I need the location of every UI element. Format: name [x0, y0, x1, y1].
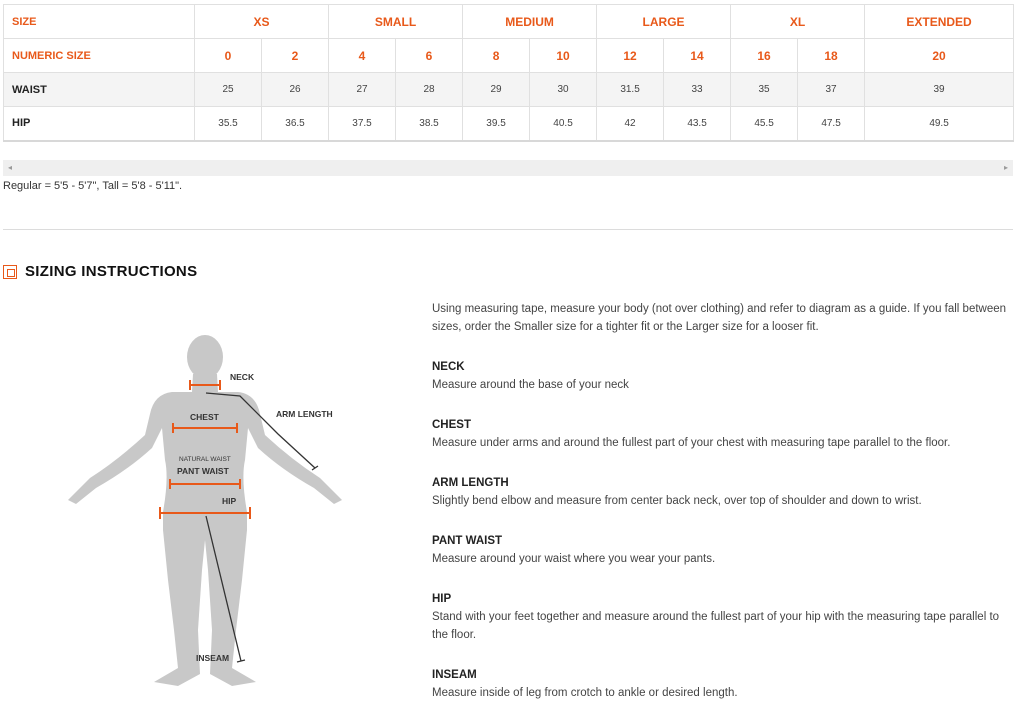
table-cell: 37	[798, 73, 865, 107]
sizing-instructions-text	[432, 300, 1014, 705]
sizing-instructions-heading	[3, 263, 197, 280]
table-cell: 39.5	[463, 107, 530, 141]
diagram-label-neck: NECK	[230, 372, 255, 382]
table-cell: 43.5	[664, 107, 731, 141]
table-cell: 49.5	[865, 107, 1014, 141]
table-cell: 38.5	[396, 107, 463, 141]
table-cell: 6	[396, 39, 463, 73]
scroll-right-arrow-icon[interactable]: ▸	[1003, 163, 1008, 172]
table-cell: 29	[463, 73, 530, 107]
hip-row	[4, 107, 1014, 141]
table-cell: 47.5	[798, 107, 865, 141]
instruction-heading: CHEST	[432, 419, 471, 431]
instruction-text: Measure under arms and around the fullest part of your chest with measuring tape parallel to the floor.	[432, 437, 951, 449]
size-header-row	[4, 5, 1014, 39]
table-cell: 35	[731, 73, 798, 107]
table-cell: 42	[597, 107, 664, 141]
diagram-label-hip: HIP	[222, 496, 237, 506]
instruction-text: Slightly bend elbow and measure from center back neck, over top of shoulder and down to wrist.	[432, 495, 922, 507]
table-cell: 27	[329, 73, 396, 107]
instruction-heading: PANT WAIST	[432, 535, 503, 547]
diagram-label-pant-waist: PANT WAIST	[177, 466, 229, 476]
size-group-small: SMALL	[329, 5, 463, 39]
ruler-icon	[3, 265, 17, 279]
instruction-text: Measure around your waist where you wear your pants.	[432, 553, 716, 565]
diagram-label-natural-waist: NATURAL WAIST	[179, 456, 231, 463]
table-cell: 12	[597, 39, 664, 73]
table-cell: 31.5	[597, 73, 664, 107]
size-label: SIZE	[4, 5, 195, 39]
size-group-medium: MEDIUM	[463, 5, 597, 39]
diagram-label-chest: CHEST	[190, 412, 219, 422]
instruction-hip	[432, 590, 1014, 644]
instruction-text: Stand with your feet together and measure around the fullest part of your hip with the measuring tape parallel to the floor.	[432, 611, 1000, 641]
instruction-heading: NECK	[432, 361, 465, 373]
size-group-xs: XS	[195, 5, 329, 39]
waist-label: WAIST	[4, 73, 195, 107]
table-cell: 30	[530, 73, 597, 107]
table-cell: 20	[865, 39, 1014, 73]
diagram-label-arm-length: ARM LENGTH	[276, 409, 333, 419]
table-cell: 26	[262, 73, 329, 107]
section-divider	[3, 229, 1013, 230]
table-cell: 45.5	[731, 107, 798, 141]
table-cell: 2	[262, 39, 329, 73]
instruction-heading: HIP	[432, 593, 452, 605]
horizontal-scrollbar[interactable]	[3, 160, 1013, 176]
diagram-label-inseam: INSEAM	[196, 653, 230, 663]
instruction-heading: INSEAM	[432, 669, 477, 681]
size-chart-table	[3, 4, 1014, 142]
table-cell: 39	[865, 73, 1014, 107]
instruction-heading: ARM LENGTH	[432, 477, 509, 489]
instruction-inseam	[432, 666, 1014, 702]
table-cell: 35.5	[195, 107, 262, 141]
instruction-arm-length	[432, 474, 1014, 510]
table-cell: 8	[463, 39, 530, 73]
instruction-chest	[432, 416, 1014, 452]
table-cell: 25	[195, 73, 262, 107]
waist-row	[4, 73, 1014, 107]
table-cell: 37.5	[329, 107, 396, 141]
height-note: Regular = 5'5 - 5'7", Tall = 5'8 - 5'11".	[3, 180, 183, 192]
scroll-left-arrow-icon[interactable]: ◂	[8, 163, 13, 172]
instruction-neck	[432, 358, 1014, 394]
table-cell: 4	[329, 39, 396, 73]
table-cell: 0	[195, 39, 262, 73]
table-cell: 36.5	[262, 107, 329, 141]
instruction-text: Measure inside of leg from crotch to ankle or desired length.	[432, 687, 738, 699]
table-cell: 10	[530, 39, 597, 73]
hip-label: HIP	[4, 107, 195, 141]
table-cell: 14	[664, 39, 731, 73]
table-cell: 33	[664, 73, 731, 107]
numeric-size-label: NUMERIC SIZE	[4, 39, 195, 73]
body-silhouette	[68, 335, 342, 686]
size-group-xl: XL	[731, 5, 865, 39]
numeric-size-row	[4, 39, 1014, 73]
table-cell: 28	[396, 73, 463, 107]
body-measurement-diagram	[60, 330, 360, 700]
table-cell: 16	[731, 39, 798, 73]
instruction-text: Measure around the base of your neck	[432, 379, 629, 391]
table-cell: 18	[798, 39, 865, 73]
instructions-intro: Using measuring tape, measure your body (not over clothing) and refer to diagram as a guide. If you fall between sizes, order the Smaller size for a tighter fit or the Larger size for a looser fit.	[432, 303, 1007, 333]
section-title: SIZING INSTRUCTIONS	[25, 263, 198, 280]
size-group-extended: EXTENDED	[865, 5, 1014, 39]
table-cell: 40.5	[530, 107, 597, 141]
instruction-pant-waist	[432, 532, 1014, 568]
size-group-large: LARGE	[597, 5, 731, 39]
